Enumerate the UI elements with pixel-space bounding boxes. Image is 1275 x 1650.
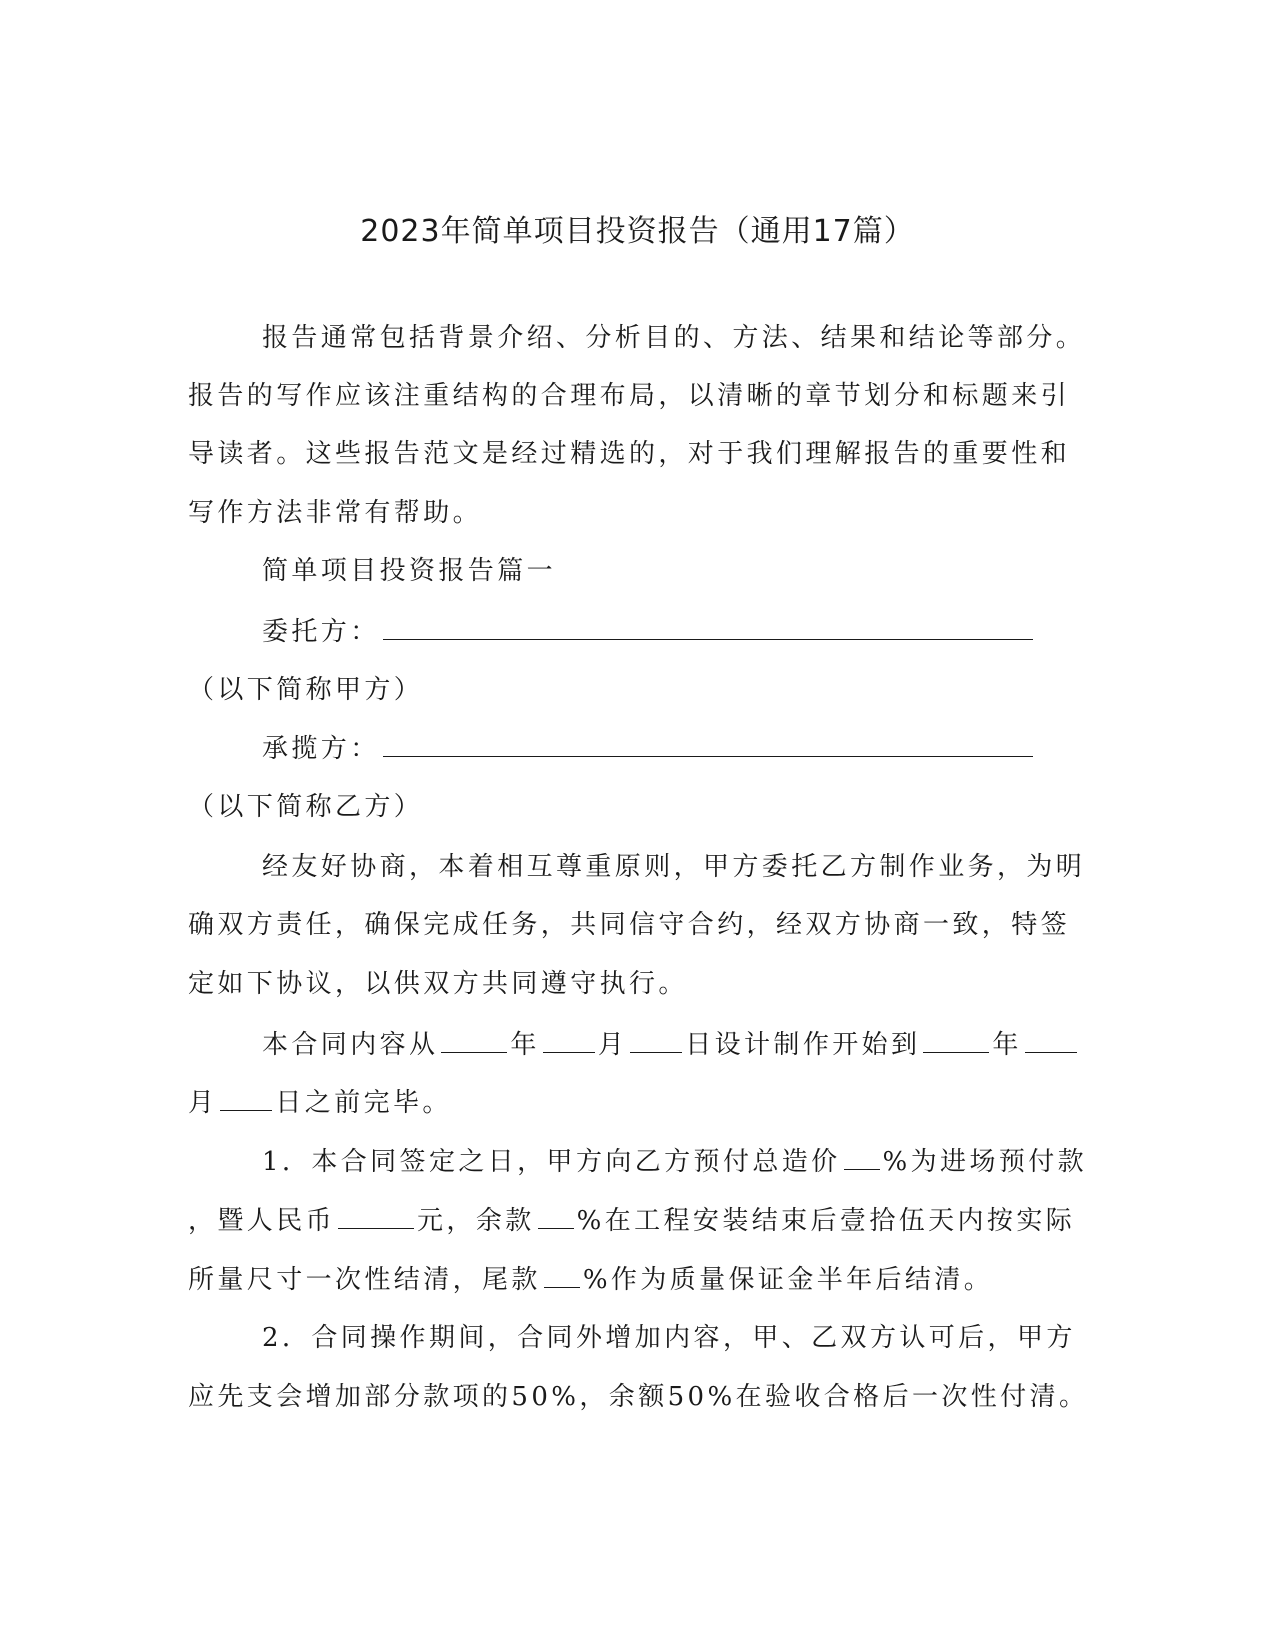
rmb-amount-blank [338,1202,414,1229]
clause1-line-1 [262,1143,1087,1180]
clause1-line-2 [188,1202,1075,1239]
start-year-blank [441,1026,507,1053]
clause1-e: %在工程安装结束后壹拾伍天内按实际 [576,1206,1076,1236]
start-month-blank [543,1026,595,1053]
clause1-a: 1．本合同签定之日，甲方向乙方预付总造价 [262,1147,841,1177]
contractor-blank [383,730,1033,757]
principal-row [262,613,1036,650]
period-line-1 [262,1026,1080,1063]
end-year-blank [923,1026,989,1053]
principal-note: （以下简称甲方） [188,675,424,705]
balance-percent-blank [538,1202,574,1229]
clause1-line-3 [188,1261,993,1298]
contractor-row [262,730,1036,767]
intro-line-1: 报告通常包括背景介绍、分析目的、方法、结果和结论等部分。 [262,323,1086,353]
period-line-2 [188,1084,452,1121]
prepay-percent-blank [844,1143,880,1170]
intro-line-4: 写作方法非常有帮助。 [188,498,483,528]
period-prefix: 本合同内容从 [262,1030,439,1060]
contractor-label: 承揽方： [262,734,380,764]
clause1-d: 元，余款 [417,1206,535,1236]
clause2-line-2: 应先支会增加部分款项的50%，余额50%在验收合格后一次性付清。 [188,1382,1089,1412]
retention-percent-blank [544,1261,580,1288]
contractor-note: （以下简称乙方） [188,792,424,822]
agreement-line-1: 经友好协商，本着相互尊重原则，甲方委托乙方制作业务，为明 [262,852,1086,882]
period-year-2: 年 [992,1030,1022,1060]
end-day-blank [220,1084,272,1111]
agreement-line-3: 定如下协议，以供双方共同遵守执行。 [188,969,688,999]
period-end: 日之前完毕。 [275,1088,452,1118]
start-day-blank [630,1026,682,1053]
period-day-mid: 日设计制作开始到 [685,1030,921,1060]
clause1-c: ，暨人民币 [188,1206,336,1236]
principal-label: 委托方： [262,617,380,647]
period-month-1: 月 [597,1030,628,1060]
intro-line-2: 报告的写作应该注重结构的合理布局，以清晰的章节划分和标题来引 [188,381,1071,411]
document-title: 2023年简单项目投资报告（通用17篇） [360,214,915,249]
clause1-f: 所量尺寸一次性结清，尾款 [188,1265,541,1295]
section-heading: 简单项目投资报告篇一 [262,556,557,586]
clause1-g: %作为质量保证金半年后结清。 [582,1265,994,1295]
clause1-b: %为进场预付款 [882,1147,1088,1177]
period-month-2: 月 [188,1088,218,1118]
principal-blank [383,613,1033,640]
clause2-line-1: 2．合同操作期间，合同外增加内容，甲、乙双方认可后，甲方 [262,1323,1076,1353]
period-year-1: 年 [510,1030,540,1060]
intro-line-3: 导读者。这些报告范文是经过精选的，对于我们理解报告的重要性和 [188,439,1071,469]
agreement-line-2: 确双方责任，确保完成任务，共同信守合约，经双方协商一致，特签 [188,910,1071,940]
end-month-blank-a [1025,1026,1077,1053]
